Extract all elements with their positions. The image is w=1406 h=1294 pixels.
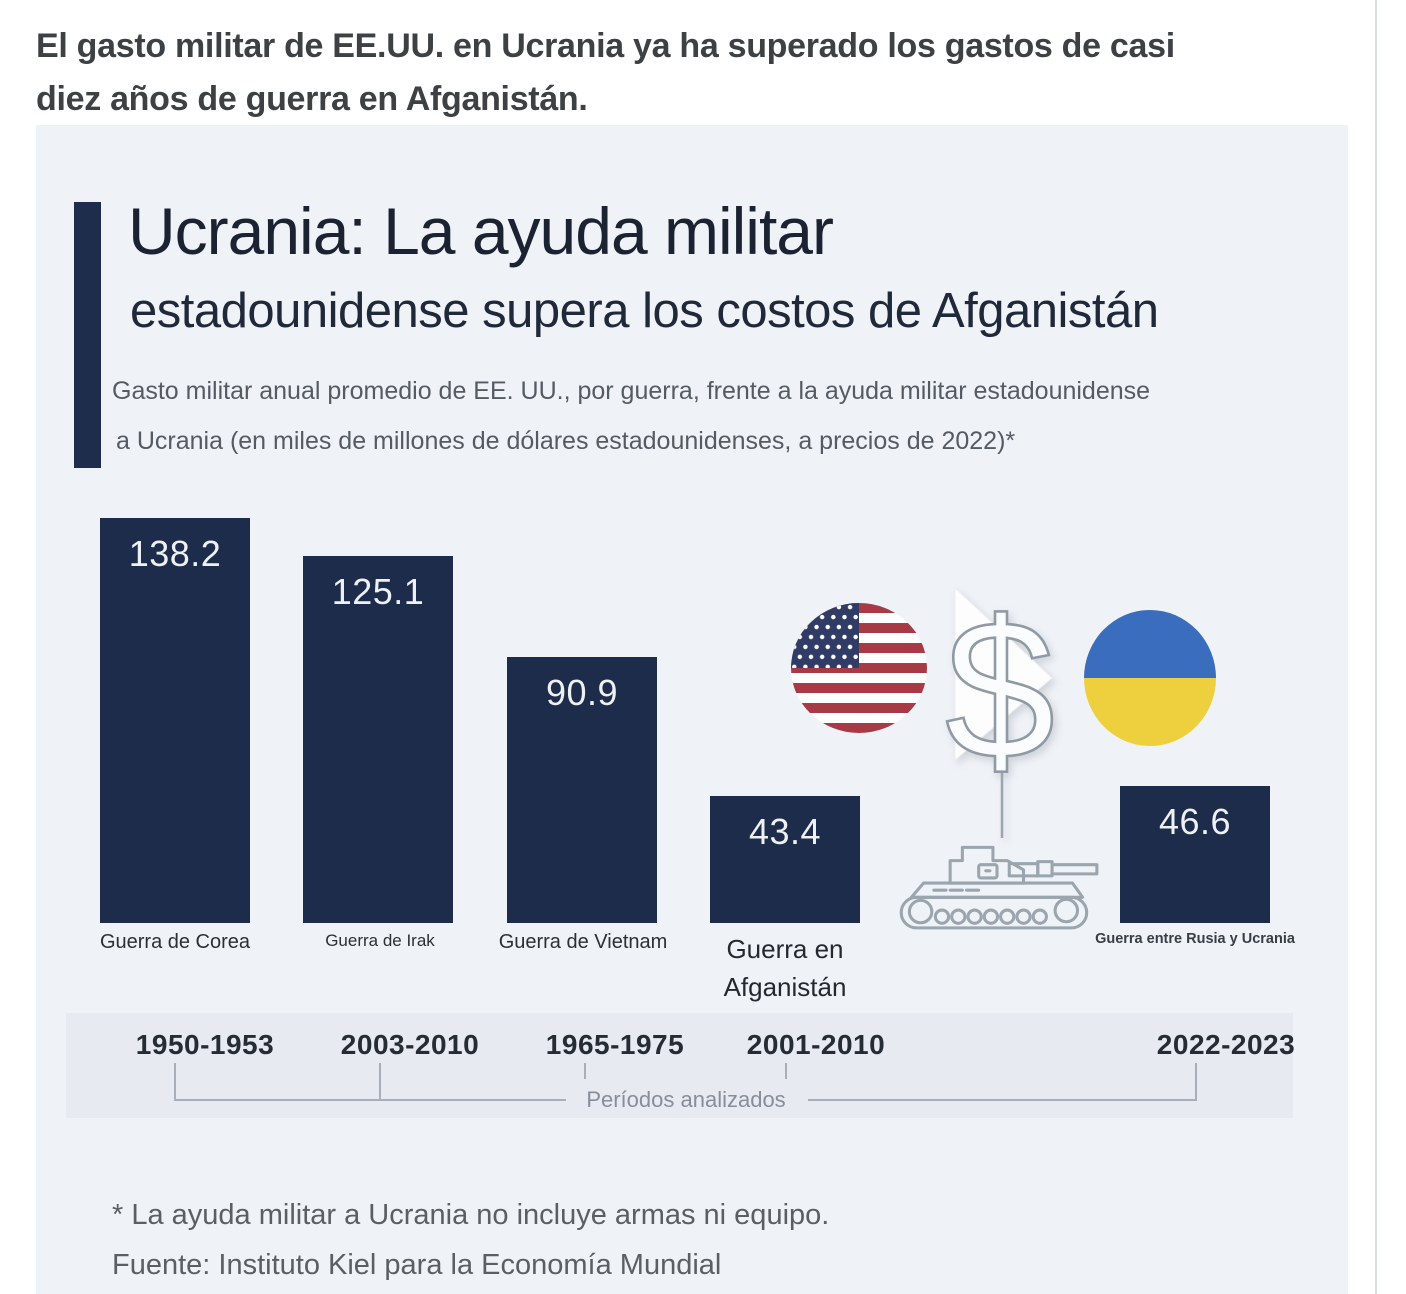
bar-value: 90.9 [545, 672, 619, 713]
bar-label-corea: Guerra de Corea [99, 931, 251, 953]
period-vietnam: 1965-1975 [545, 1029, 685, 1060]
period-corea: 1950-1953 [135, 1029, 275, 1060]
period-tick [1195, 1063, 1197, 1100]
period-tick [584, 1063, 586, 1079]
periods-caption: Períodos analizados [586, 1087, 786, 1112]
period-tick [174, 1063, 176, 1100]
infographic-subtitle-line-2: a Ucrania (en miles de millones de dólares estadounidenses, a precios de 2022)* [116, 427, 1016, 455]
tank-icon [889, 830, 1103, 932]
bar-value: 46.6 [1158, 801, 1232, 842]
article-headline [36, 20, 1366, 126]
period-connector-line [808, 1099, 1197, 1101]
period-connector-line [174, 1099, 566, 1101]
ukraine-flag-icon [1084, 610, 1216, 746]
infographic-panel [36, 125, 1348, 1294]
bar-label-afganistan: Guerra en Afganistán [723, 934, 847, 1002]
period-irak: 2003-2010 [340, 1029, 480, 1060]
infographic-subtitle-line-1: Gasto militar anual promedio de EE. UU., por guerra, frente a la ayuda militar estadounidense [112, 377, 1151, 405]
period-tick [785, 1063, 787, 1079]
infographic-title-line-2: estadounidense supera los costos de Afganistán [130, 284, 1159, 338]
page-column-divider [1375, 0, 1377, 1294]
bar-label-vietnam: Guerra de Vietnam [498, 931, 668, 953]
period-rusia-ucrania: 2022-2023 [1156, 1029, 1296, 1060]
bar-label-rusia-ucrania: Guerra entre Rusia y Ucrania [1095, 931, 1295, 947]
headline-line-2: diez años de guerra en Afganistán. [36, 80, 588, 118]
bar-guerra-rusia-ucrania [1120, 786, 1270, 923]
bar-guerra-de-irak [303, 556, 453, 923]
dollar-icon: $ [944, 579, 1056, 800]
bar-value: 43.4 [748, 811, 822, 852]
footnote: * La ayuda militar a Ucrania no incluye armas ni equipo. [112, 1199, 830, 1231]
source-attribution: Fuente: Instituto Kiel para la Economía Mundial [112, 1249, 722, 1281]
headline-line-1: El gasto militar de EE.UU. en Ucrania ya ha superado los gastos de casi [36, 27, 1175, 65]
bar-guerra-de-vietnam [507, 657, 657, 923]
bar-label-irak: Guerra de Irak [325, 931, 435, 950]
bar-guerra-de-corea [100, 518, 250, 923]
bar-guerra-en-afganistan [710, 796, 860, 923]
period-afganistan: 2001-2010 [746, 1029, 886, 1060]
bar-value: 138.2 [128, 533, 222, 574]
periods-band [66, 1013, 1296, 1118]
title-accent-bar [74, 202, 101, 468]
bar-value: 125.1 [331, 571, 425, 612]
us-flag-icon [791, 603, 927, 733]
infographic-title-line-1: Ucrania: La ayuda militar [128, 194, 833, 268]
period-tick [379, 1063, 381, 1100]
